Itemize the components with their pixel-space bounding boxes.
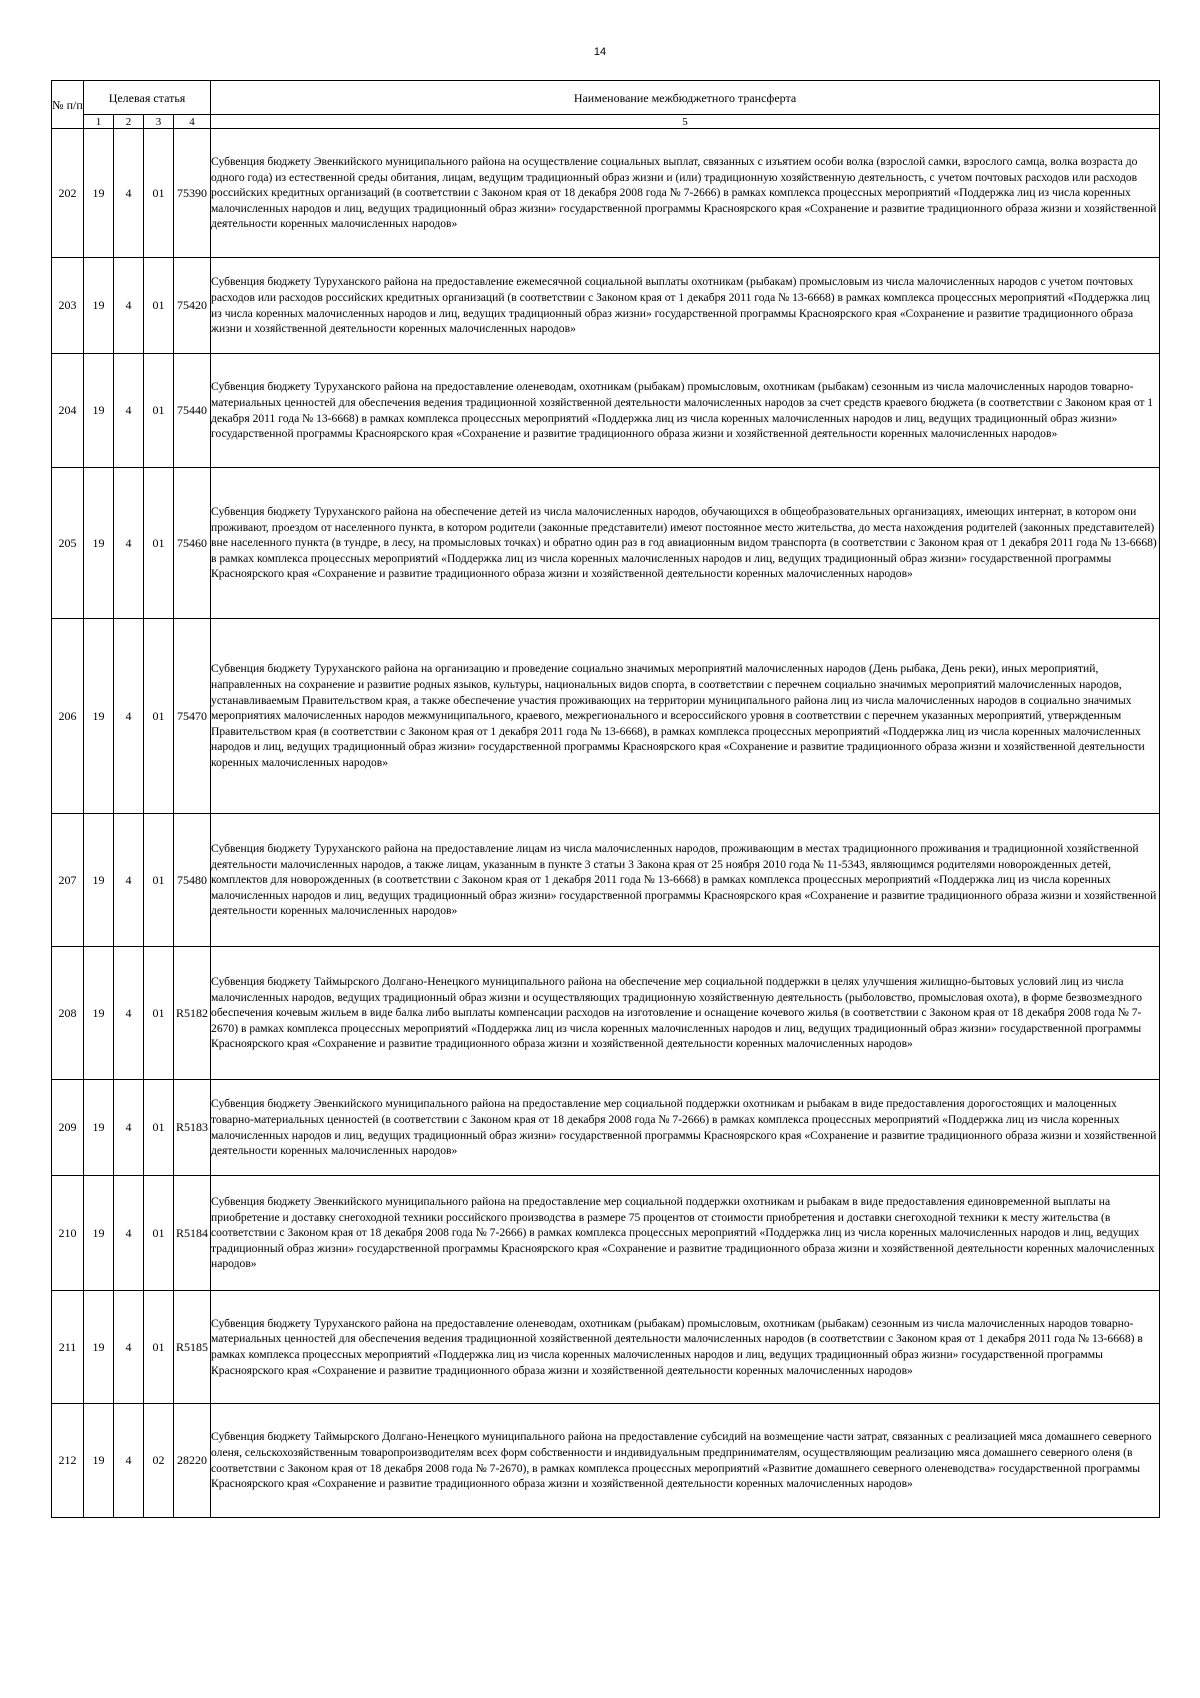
target-article-part-1: 19 [84,1176,114,1291]
table-row [52,1404,1160,1518]
target-article-part-4: 75480 [174,814,211,947]
transfer-description: Субвенция бюджету Туруханского района на предоставление оленеводам, охотникам (рыбакам) промысловым, охотникам (рыбакам) сезонным из числа малочисленных народов товарно-материальных ценностей для обеспечения ведения традиционной хозяйственной деятельности малочисленных народов (в соответствии с Законом края от 1 декабря 2011 года № 13-6668) в рамках комплекса процессных мероприятий «Поддержка лиц из числа коренных малочисленных народов и лиц, ведущих традиционный образ жизни» государственной программы Красноярского края «Сохранение и развитие традиционного образа жизни и хозяйственной деятельности коренных малочисленных народов» [211,1291,1160,1404]
header-target-article: Целевая статья [84,81,211,115]
target-article-part-1: 19 [84,129,114,258]
target-article-part-3: 01 [144,814,174,947]
row-number: 204 [52,354,84,468]
target-article-part-4: R5184 [174,1176,211,1291]
transfer-description: Субвенция бюджету Эвенкийского муниципального района на предоставление мер социальной поддержки охотникам и рыбакам в виде предоставления дорогостоящих и малоценных товарно-материальных ценностей (в соответствии с Законом края от 18 декабря 2008 года № 7-2666) в рамках комплекса процессных мероприятий «Поддержка лиц из числа коренных малочисленных народов и лиц, ведущих традиционный образ жизни» государственной программы Красноярского края «Сохранение и развитие традиционного образа жизни и хозяйственной деятельности коренных малочисленных народов» [211,1080,1160,1176]
table-row [52,1080,1160,1176]
target-article-part-4: 75470 [174,619,211,814]
transfer-description: Субвенция бюджету Эвенкийского муниципального района на предоставление мер социальной поддержки охотникам и рыбакам в виде предоставления единовременной выплаты на приобретение и доставку снегоходной техники российского производства в размере 75 процентов от стоимости приобретения и доставки снегоходной техники к месту жительства (в соответствии с Законом края от 18 декабря 2008 года № 7-2666) в рамках комплекса процессных мероприятий «Поддержка лиц из числа коренных малочисленных народов и лиц, ведущих традиционный образ жизни» государственной программы Красноярского края «Сохранение и развитие традиционного образа жизни и хозяйственной деятельности коренных малочисленных народов» [211,1176,1160,1291]
table-row [52,1291,1160,1404]
target-article-part-4: R5185 [174,1291,211,1404]
target-article-part-3: 01 [144,947,174,1080]
target-article-part-3: 01 [144,1080,174,1176]
target-article-part-1: 19 [84,468,114,619]
header-col-5: 5 [211,115,1160,129]
header-transfer-name: Наименование межбюджетного трансферта [211,81,1160,115]
target-article-part-2: 4 [114,1291,144,1404]
table-row [52,1176,1160,1291]
target-article-part-3: 01 [144,1291,174,1404]
page-number: 14 [593,46,607,58]
target-article-part-4: 75420 [174,258,211,354]
target-article-part-1: 19 [84,1291,114,1404]
table-row [52,468,1160,619]
target-article-part-3: 01 [144,258,174,354]
row-number: 211 [52,1291,84,1404]
target-article-part-3: 01 [144,619,174,814]
table-row [52,619,1160,814]
row-number: 210 [52,1176,84,1291]
transfers-table [51,80,1160,1518]
header-col-2: 2 [114,115,144,129]
target-article-part-2: 4 [114,354,144,468]
target-article-part-3: 02 [144,1404,174,1518]
transfer-description: Субвенция бюджету Туруханского района на предоставление ежемесячной социальной выплаты охотникам (рыбакам) промысловым из числа малочисленных народов с учетом почтовых расходов или расходов российских кредитных организаций (в соответствии с Законом края от 1 декабря 2011 года № 13-6668) в рамках комплекса процессных мероприятий «Поддержка лиц из числа коренных малочисленных народов и лиц, ведущих традиционный образ жизни» государственной программы Красноярского края «Сохранение и развитие традиционного образа жизни и хозяйственной деятельности коренных малочисленных народов» [211,258,1160,354]
target-article-part-4: 75440 [174,354,211,468]
table-row [52,947,1160,1080]
target-article-part-2: 4 [114,947,144,1080]
header-col-3: 3 [144,115,174,129]
target-article-part-2: 4 [114,1080,144,1176]
target-article-part-4: 75460 [174,468,211,619]
target-article-part-2: 4 [114,814,144,947]
target-article-part-3: 01 [144,129,174,258]
table-row [52,354,1160,468]
target-article-part-3: 01 [144,468,174,619]
header-num: № п/п [52,81,84,129]
row-number: 212 [52,1404,84,1518]
header-col-4: 4 [174,115,211,129]
target-article-part-2: 4 [114,258,144,354]
target-article-part-4: R5183 [174,1080,211,1176]
target-article-part-1: 19 [84,1080,114,1176]
target-article-part-1: 19 [84,354,114,468]
table-row [52,258,1160,354]
target-article-part-4: 75390 [174,129,211,258]
target-article-part-4: 28220 [174,1404,211,1518]
target-article-part-1: 19 [84,1404,114,1518]
row-number: 205 [52,468,84,619]
transfer-description: Субвенция бюджету Туруханского района на обеспечение детей из числа малочисленных народов, обучающихся в общеобразовательных организациях, имеющих интернат, в котором они проживают, проездом от населенного пункта, в котором родители (законные представители) имеют постоянное место жительства, до места нахождения родителей (законных представителей) вне населенного пункта (в тундре, в лесу, на промысловых точках) и обратно один раз в год авиационным видом транспорта (в соответствии с Законом края от 1 декабря 2011 года № 13-6668) в рамках комплекса процессных мероприятий «Поддержка лиц из числа коренных малочисленных народов и лиц, ведущих традиционный образ жизни» государственной программы Красноярского края «Сохранение и развитие традиционного образа жизни и хозяйственной деятельности коренных малочисленных народов» [211,468,1160,619]
target-article-part-2: 4 [114,1176,144,1291]
target-article-part-1: 19 [84,619,114,814]
target-article-part-2: 4 [114,1404,144,1518]
target-article-part-1: 19 [84,947,114,1080]
target-article-part-1: 19 [84,258,114,354]
target-article-part-4: R5182 [174,947,211,1080]
row-number: 206 [52,619,84,814]
target-article-part-2: 4 [114,619,144,814]
row-number: 209 [52,1080,84,1176]
header-col-1: 1 [84,115,114,129]
row-number: 202 [52,129,84,258]
table-row [52,129,1160,258]
row-number: 207 [52,814,84,947]
transfer-description: Субвенция бюджету Таймырского Долгано-Ненецкого муниципального района на обеспечение мер социальной поддержки в целях улучшения жилищно-бытовых условий лиц из числа малочисленных народов, ведущих традиционный образ жизни и осуществляющих традиционную хозяйственную деятельность (рыболовство, промысловая охота), в форме безвозмездного обеспечения кочевым жильем в виде балка либо выплаты компенсации расходов на изготовление и оснащение кочевого жилья (в соответствии с Законом края от 18 декабря 2008 года № 7-2670) в рамках комплекса процессных мероприятий «Поддержка лиц из числа коренных малочисленных народов и лиц, ведущих традиционный образ жизни» государственной программы Красноярского края «Сохранение и развитие традиционного образа жизни и хозяйственной деятельности коренных малочисленных народов» [211,947,1160,1080]
transfer-description: Субвенция бюджету Туруханского района на предоставление оленеводам, охотникам (рыбакам) промысловым, охотникам (рыбакам) сезонным из числа малочисленных народов товарно-материальных ценностей для обеспечения ведения традиционной хозяйственной деятельности малочисленных народов за счет средств краевого бюджета (в соответствии с Законом края от 1 декабря 2011 года № 13-6668) в рамках комплекса процессных мероприятий «Поддержка лиц из числа коренных малочисленных народов и лиц, ведущих традиционный образ жизни» государственной программы Красноярского края «Сохранение и развитие традиционного образа жизни и хозяйственной деятельности коренных малочисленных народов» [211,354,1160,468]
target-article-part-3: 01 [144,1176,174,1291]
transfer-description: Субвенция бюджету Таймырского Долгано-Ненецкого муниципального района на предоставление субсидий на возмещение части затрат, связанных с реализацией мяса домашнего северного оленя, сельскохозяйственным товаропроизводителям всех форм собственности и индивидуальным предпринимателям, осуществляющим реализацию мяса домашнего северного оленя (в соответствии с Законом края от 18 декабря 2008 года № 7-2670), в рамках комплекса процессных мероприятий «Развитие домашнего северного оленеводства» государственной программы Красноярского края «Сохранение и развитие традиционного образа жизни и хозяйственной деятельности коренных малочисленных народов» [211,1404,1160,1518]
transfer-description: Субвенция бюджету Туруханского района на организацию и проведение социально значимых мероприятий малочисленных народов (День рыбака, День реки), иных мероприятий, направленных на сохранение и развитие родных языков, культуры, национальных видов спорта, в соответствии с перечнем социально значимых мероприятий малочисленных народов, устанавливаемым Правительством края, а также обеспечение участия проживающих на территории муниципального района лиц из числа малочисленных народов в социально значимых мероприятиях малочисленных народов межмуниципального, краевого, межрегионального и всероссийского уровня в соответствии с перечнем указанных мероприятий, утвержденным Правительством края (в соответствии с Законом края от 1 декабря 2011 года № 13-6668), в рамках комплекса процессных мероприятий «Поддержка лиц из числа коренных малочисленных народов и лиц, ведущих традиционный образ жизни» государственной программы Красноярского края «Сохранение и развитие традиционного образа жизни и хозяйственной деятельности коренных малочисленных народов» [211,619,1160,814]
row-number: 208 [52,947,84,1080]
row-number: 203 [52,258,84,354]
table-row [52,814,1160,947]
target-article-part-2: 4 [114,468,144,619]
target-article-part-3: 01 [144,354,174,468]
target-article-part-1: 19 [84,814,114,947]
target-article-part-2: 4 [114,129,144,258]
transfer-description: Субвенция бюджету Туруханского района на предоставление лицам из числа малочисленных народов, проживающим в местах традиционного проживания и традиционной хозяйственной деятельности малочисленных народов, а также лицам, указанным в пункте 3 статьи 3 Закона края от 25 ноября 2010 года № 11-5343, являющимся родителями новорожденных детей, комплектов для новорожденных (в соответствии с Законом края от 1 декабря 2011 года № 13-6668) в рамках комплекса процессных мероприятий «Поддержка лиц из числа коренных малочисленных народов и лиц, ведущих традиционный образ жизни» государственной программы Красноярского края «Сохранение и развитие традиционного образа жизни и хозяйственной деятельности коренных малочисленных народов» [211,814,1160,947]
transfer-description: Субвенция бюджету Эвенкийского муниципального района на осуществление социальных выплат, связанных с изъятием особи волка (взрослой самки, взрослого самца, волка возраста до одного года) из естественной среды обитания, лицам, ведущим традиционный образ жизни и (или) традиционную хозяйственную деятельность, с учетом почтовых расходов или расходов российских кредитных организаций (в соответствии с Законом края от 18 декабря 2008 года № 7-2666) в рамках комплекса процессных мероприятий «Поддержка лиц из числа коренных малочисленных народов и лиц, ведущих традиционный образ жизни» государственной программы Красноярского края «Сохранение и развитие традиционного образа жизни и хозяйственной деятельности коренных малочисленных народов» [211,129,1160,258]
